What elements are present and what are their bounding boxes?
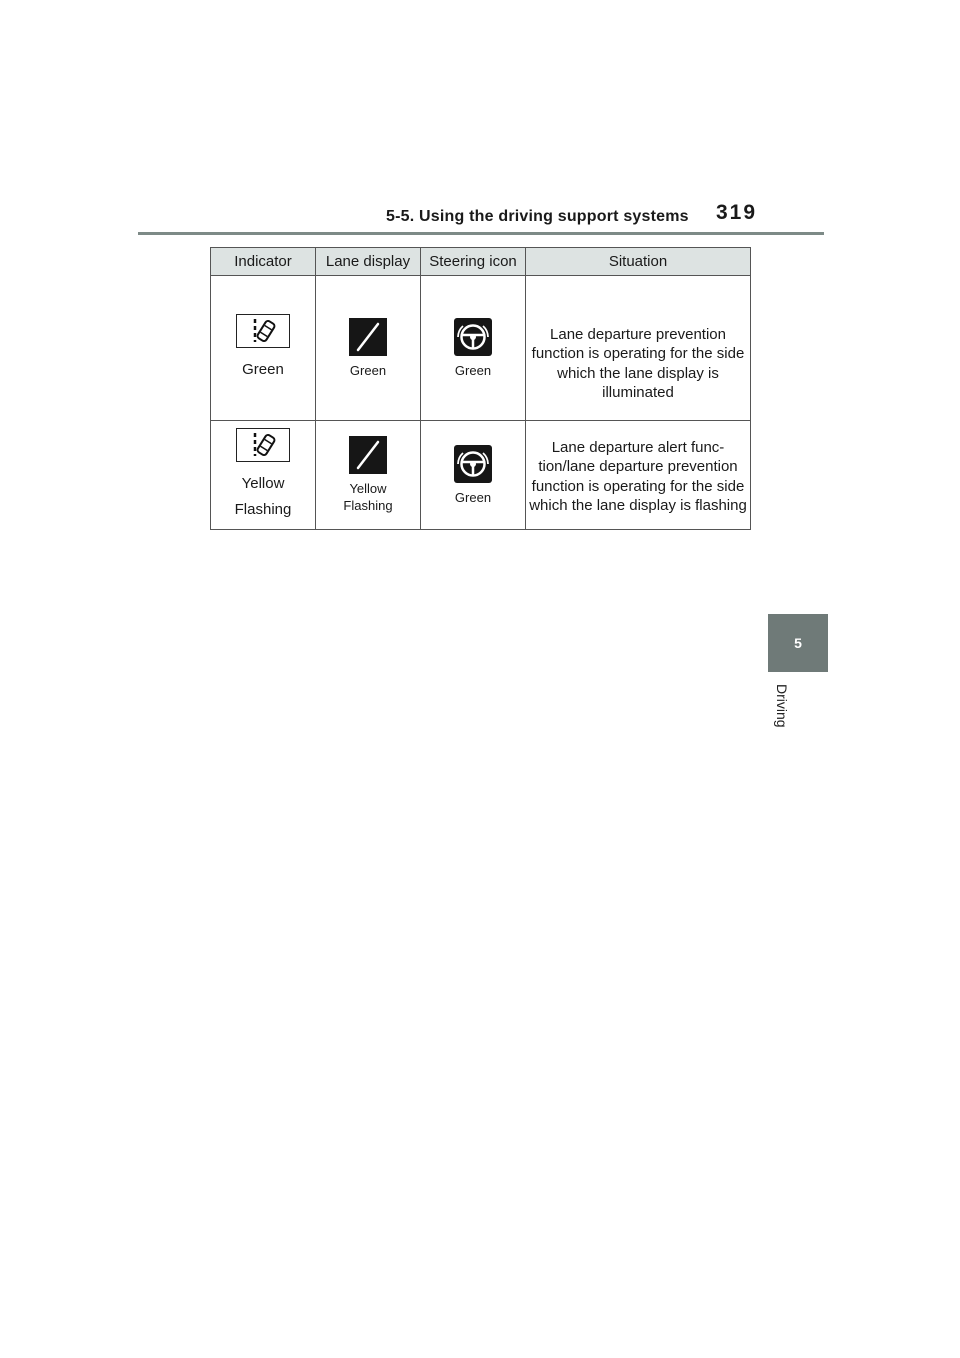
- lane-display-cell: [316, 421, 421, 530]
- steering-icon-cell: [421, 421, 526, 530]
- steering-caption: Green: [454, 489, 492, 505]
- indicator-caption: Green: [242, 360, 284, 378]
- lane-caption: Yellow: [349, 481, 387, 496]
- situation-cell: Lane departure prevention function is operating for the side which the lane display is illuminated: [526, 276, 751, 421]
- lane-display-cell: [316, 276, 421, 421]
- table-row: [211, 421, 751, 530]
- chapter-number: 5: [794, 635, 802, 651]
- chapter-tab[interactable]: [768, 614, 828, 672]
- indicator-cell: [211, 276, 316, 421]
- page-number: 319: [716, 201, 758, 224]
- column-header: Indicator: [211, 248, 316, 276]
- table-header-row: [211, 248, 751, 276]
- steering-icon-cell: [421, 276, 526, 421]
- column-header: Situation: [526, 248, 751, 276]
- column-header: Steering icon: [421, 248, 526, 276]
- lane-caption: Green: [349, 362, 387, 378]
- steering-wheel-icon: [454, 445, 492, 483]
- table-row: [211, 276, 751, 421]
- lane-departure-indicator-icon: [236, 314, 290, 348]
- section-title: 5-5. Using the driving support systems: [386, 208, 689, 225]
- lane-line-icon: [349, 318, 387, 356]
- header-rule: [138, 232, 824, 235]
- chapter-label: Driving: [774, 684, 790, 728]
- indicator-caption: Flashing: [234, 500, 292, 518]
- lane-departure-indicator-icon: [236, 428, 290, 462]
- steering-caption: Green: [454, 362, 492, 378]
- situation-cell: Lane departure alert func-tion/lane departure prevention function is operating for the side which the lane display is flashing: [526, 421, 751, 530]
- lane-caption: Flashing: [343, 498, 393, 513]
- indicator-table: [210, 247, 751, 530]
- indicator-cell: [211, 421, 316, 530]
- column-header: Lane display: [316, 248, 421, 276]
- steering-wheel-icon: [454, 318, 492, 356]
- indicator-caption: Yellow: [241, 474, 285, 492]
- lane-line-icon: [349, 436, 387, 474]
